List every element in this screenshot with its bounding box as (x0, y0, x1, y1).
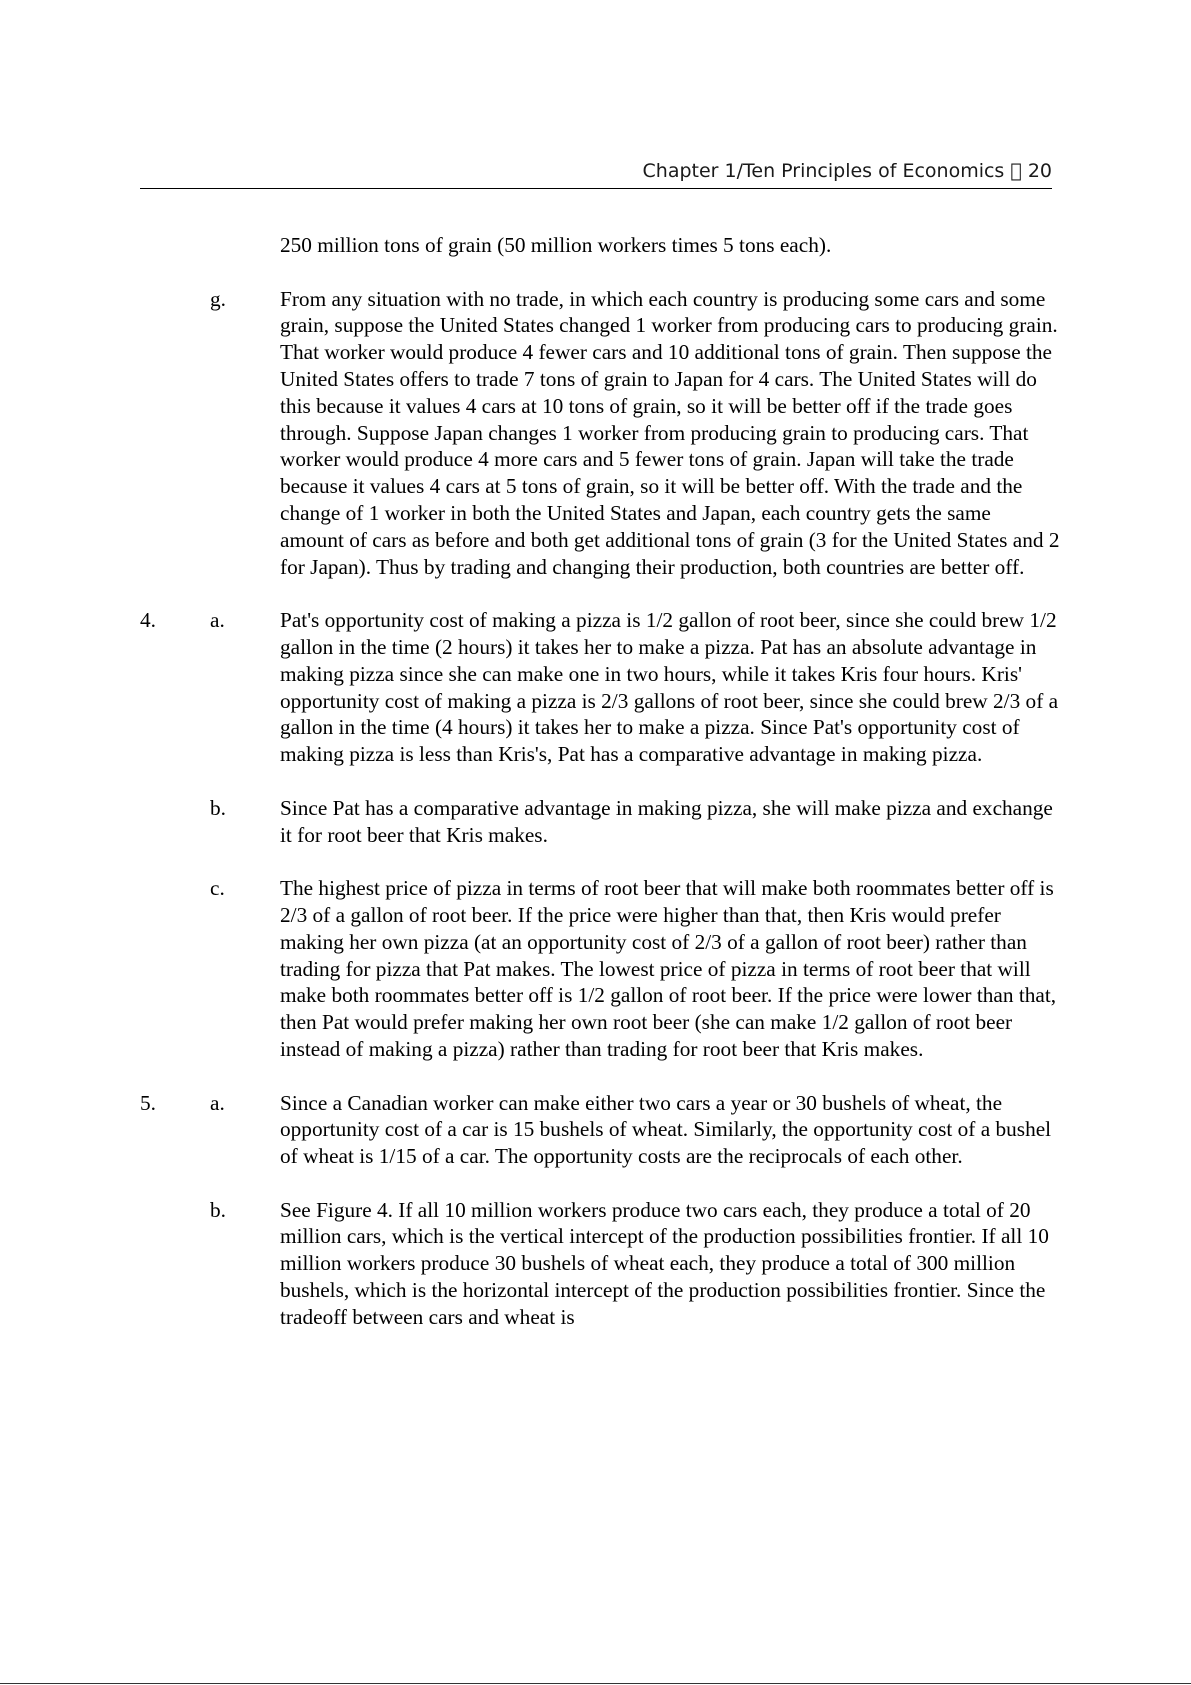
answer-body (0, 232, 1191, 1357)
paragraph-text: Pat's opportunity cost of making a pizza is 1/2 gallon of root beer, since she could brew 1/2 gallon in the time (2 hours) it takes her to make a pizza. Pat has an absolute advantage in making pizza since she can make one in two hours, while it takes Kris four hours. Kris' opportunity cost of making a pizza is 2/3 gallons of root beer, since she could brew 2/3 of a gallon in the time (4 hours) it takes her to make a pizza. Since Pat's opportunity cost of making pizza is less than Kris's, Pat has a comparative advantage in making pizza. (280, 608, 1059, 767)
answer-4a (0, 607, 1191, 768)
answer-4c (0, 875, 1191, 1063)
header-divider (140, 188, 1052, 189)
answer-5b (0, 1197, 1191, 1331)
part-label: b. (210, 1197, 226, 1222)
answer-3g (0, 286, 1191, 581)
continuation-paragraph (0, 232, 1191, 259)
paragraph-text: Since Pat has a comparative advantage in making pizza, she will make pizza and exchange it for root beer that Kris makes. (280, 795, 1053, 847)
part-label: a. (210, 608, 225, 633)
paragraph-text: From any situation with no trade, in which each country is producing some cars and some grain, suppose the United States changed 1 worker from producing cars to producing grain. That worker would produce 4 fewer cars and 10 additional tons of grain. Then suppose the United States offers to trade 7 tons of grain to Japan for 4 cars. The United States will do this because it values 4 cars at 10 tons of grain, so it will be better off if the trade goes through. Suppose Japan changes 1 worker from producing grain to producing cars. That worker would produce 4 more cars and 5 fewer tons of grain. Japan will take the trade because it values 4 cars at 5 tons of grain, so it will be better off. With the trade and the change of 1 worker in both the United States and Japan, each country gets the same amount of cars as before and both get additional tons of grain (3 for the United States and 2 for Japan). Thus by trading and changing their production, both countries are better off. (280, 286, 1060, 579)
part-label: c. (210, 876, 225, 901)
part-label: b. (210, 795, 226, 820)
paragraph-text: 250 million tons of grain (50 million workers times 5 tons each). (280, 233, 832, 257)
question-number: 4. (140, 608, 156, 633)
answer-4b (0, 795, 1191, 849)
paragraph-text: Since a Canadian worker can make either two cars a year or 30 bushels of wheat, the opportunity cost of a car is 15 bushels of wheat. Similarly, the opportunity cost of a bushel of wheat is 1/15 of a car. The opportunity costs are the reciprocals of each other. (280, 1090, 1052, 1169)
page-bottom-edge (0, 1683, 1191, 1684)
answer-5a (0, 1090, 1191, 1170)
paragraph-text: The highest price of pizza in terms of root beer that will make both roommates better off is 2/3 of a gallon of root beer. If the price were higher than that, then Kris would prefer making her own pizza (at an opportunity cost of 2/3 of a gallon of root beer) rather than trading for pizza that Pat makes. The lowest price of pizza in terms of root beer that will make both roommates better off is 1/2 gallon of root beer. If the price were lower than that, then Pat would prefer making her own root beer (she can make 1/2 gallon of root beer instead of making a pizza) rather than trading for root beer that Kris makes. (280, 876, 1057, 1061)
question-number: 5. (140, 1090, 156, 1115)
running-header: Chapter 1/Ten Principles of Economics 20 (659, 160, 1052, 182)
part-label: g. (210, 286, 226, 311)
paragraph-text: See Figure 4. If all 10 million workers produce two cars each, they produce a total of 20 million cars, which is the vertical intercept of the production possibilities frontier. If all 10 million workers produce 30 bushels of wheat each, they produce a total of 300 million bushels, which is the horizontal intercept of the production possibilities frontier. Since the tradeoff between cars and wheat is (280, 1197, 1049, 1329)
part-label: a. (210, 1090, 225, 1115)
